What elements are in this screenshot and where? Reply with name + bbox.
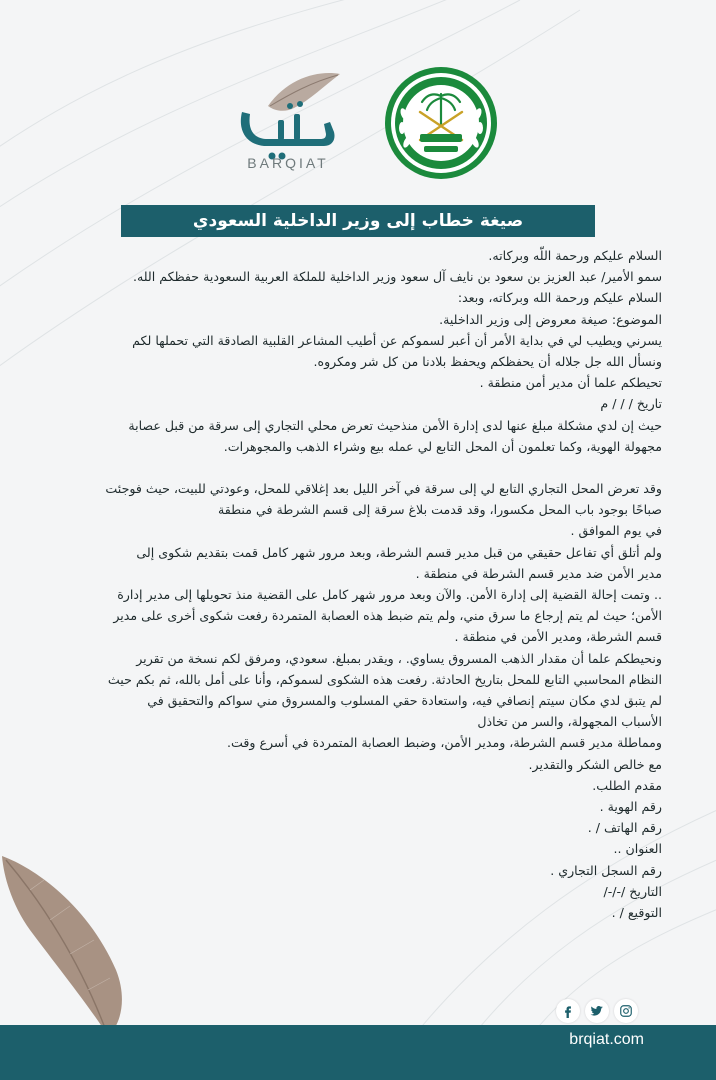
letter-line: مدير الأمن ضد مدير قسم الشرطة في منطقة . <box>415 565 662 581</box>
letter-line: رقم السجل التجاري . <box>550 862 662 878</box>
letter-line: التوقيع / . <box>611 905 662 921</box>
letter-line: رقم الهاتف / . <box>587 820 662 836</box>
letter-line: السلام عليكم ورحمة الله وبركاته، وبعد: <box>457 290 662 306</box>
letter-line: مجهولة الهوية، وكما تعلمون أن المحل التابع لي عمله بيع وشراء الذهب والمجوهرات. <box>223 438 662 454</box>
letter-line: ومماطلة مدير قسم الشرطة، ومدير الأمن، وضبط العصابة المتمردة في أسرع وقت. <box>226 735 662 751</box>
letter-line: وقد تعرض المحل التجاري التابع لي إلى سرقة في آخر الليل بعد إغلاقي للمحل، وعودتي للبيت، حيث فوجئت <box>105 481 662 497</box>
letter-line: الأمن؛ حيث لم يتم إرجاع ما سرق مني، ولم يتم ضبط هذه العصابة المتمردة رفعت شكوى أخرى على مدير <box>113 608 662 624</box>
letter-line: ولم أتلق أي تفاعل حقيقي من قبل مدير قسم الشرطة، وبعد مرور شهر كامل قمت بتقديم شكوى إلى <box>136 544 662 560</box>
ministry-interior-logo <box>382 64 500 182</box>
letter-line: في يوم الموافق . <box>570 523 662 539</box>
document-title: صيغة خطاب إلى وزير الداخلية السعودي <box>121 205 595 237</box>
letter-body <box>56 245 662 923</box>
letter-line: ونسأل الله جل جلاله أن يحفظكم ويحفظ بلادنا من كل شر ومكروه. <box>313 354 662 370</box>
letter-line: تحيطكم علما أن مدير أمن منطقة . <box>479 375 662 391</box>
barqiat-wordmark: BARQIAT <box>247 155 329 171</box>
instagram-icon <box>619 1004 633 1018</box>
letter-line: مقدم الطلب. <box>592 777 662 793</box>
letter-line: سمو الأمير/ عبد العزيز بن سعود بن نايف آل سعود وزير الداخلية للملكة العربية السعودية حفظكم الله. <box>133 269 662 285</box>
letter-line: النظام المحاسبي التابع للمحل بتاريخ الحادثة. رفعت هذه الشكوى لسموكم، وأنا على أمل بالله، ثم بكم حيث <box>107 671 662 687</box>
facebook-icon <box>561 1004 575 1018</box>
letter-line <box>56 457 662 478</box>
letter-line: ونحيطكم علما أن مقدار الذهب المسروق يساوي. ، ويقدر بمبلغ. سعودي، ومرفق لكم نسخة من تقرير <box>136 650 662 666</box>
letter-line: لم يتبق لدي مكان سيتم إنصافي فيه، واستعادة حقي المسلوب والمسروق مني سواكم والتحقيق في <box>147 693 662 709</box>
letter-line: العنوان .. <box>613 841 662 857</box>
facebook-button[interactable] <box>556 999 580 1023</box>
website-link[interactable]: brqiat.com <box>569 1031 644 1048</box>
letter-line: قسم الشرطة، ومدير الأمن في منطقة . <box>454 629 662 645</box>
letter-line: مع خالص الشكر والتقدير. <box>528 756 662 772</box>
letter-line: رقم الهوية . <box>599 799 662 815</box>
twitter-icon <box>590 1004 604 1018</box>
social-links <box>556 999 638 1023</box>
letter-line: الموضوع: صيغة معروض إلى وزير الداخلية. <box>439 311 662 327</box>
letter-line: حيث إن لدي مشكلة مبلغ عنها لدى إدارة الأمن منذحيث تعرض محلي التجاري إلى سرقة من قبل عصابة <box>128 417 662 433</box>
letter-line: يسرني ويطيب لي في بداية الأمر أن أعبر لسموكم عن أطيب المشاعر القلبية الصادقة التي تحملها لكم <box>132 332 662 348</box>
twitter-button[interactable] <box>585 999 609 1023</box>
letter-line: تاريخ / / / م <box>600 396 662 412</box>
letter-line: الأسباب المجهولة، والسر من تخاذل <box>477 714 662 730</box>
letter-line: صباحًا بوجود باب المحل مكسورا، وقد قدمت بلاغ سرقة إلى قسم الشرطة في منطقة <box>217 502 662 518</box>
letter-line: التاريخ /-/-/ <box>603 883 662 899</box>
letter-line: .. وتمت إحالة القضية إلى إدارة الأمن. والآن وبعد مرور شهر كامل على القضية منذ تحويلها إلى مدير إدارة <box>117 587 662 603</box>
letter-line: السلام عليكم ورحمة اللّه وبركاته. <box>488 248 662 263</box>
instagram-button[interactable] <box>614 999 638 1023</box>
